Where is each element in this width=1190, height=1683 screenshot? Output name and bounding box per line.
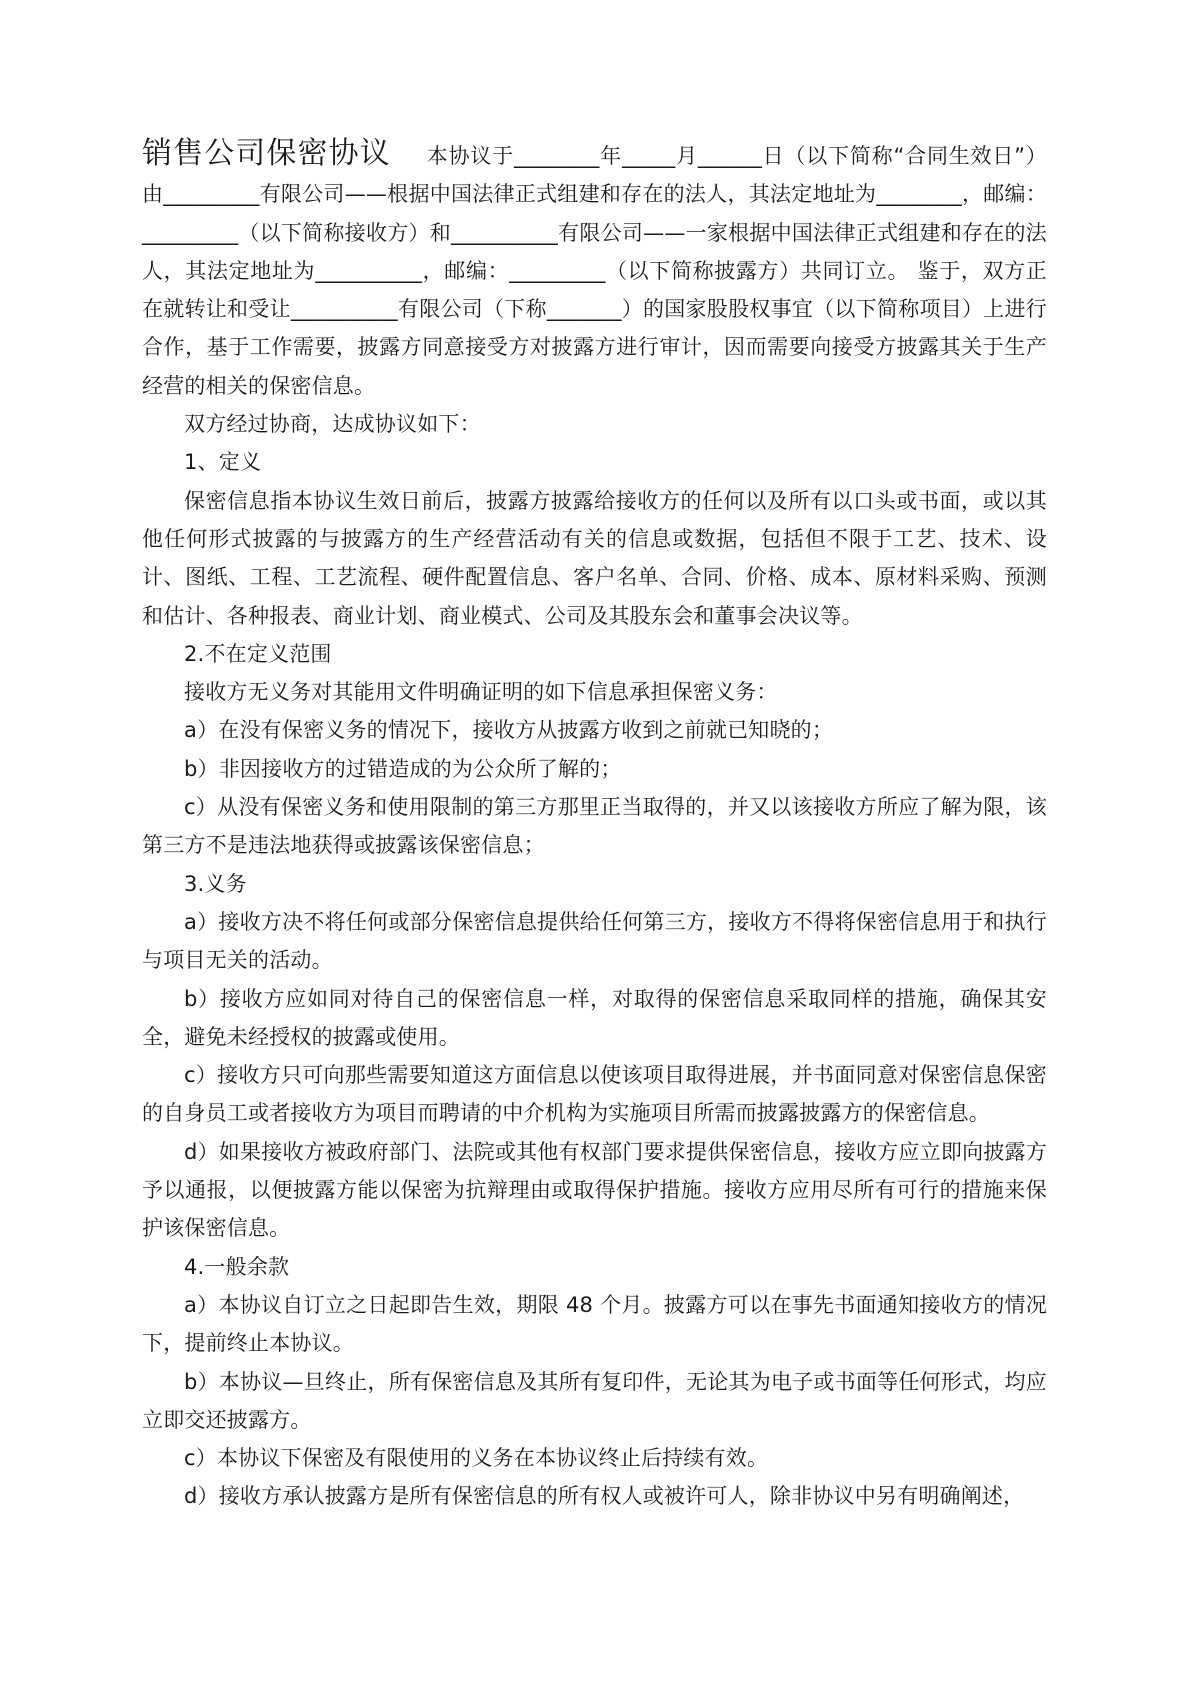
section-paragraph: a）在没有保密义务的情况下，接收方从披露方收到之前就已知晓的；	[184, 718, 834, 743]
section-heading: 3.义务	[184, 871, 247, 896]
section-paragraph: 保密信息指本协议生效日前后，披露方披露给接收方的任何以及所有以口头或书面，或以其他任何形式披露的与披露方的生产经营活动有关的信息或数据，包括但不限于工艺、技术、设计、图纸、工程、工艺流程、硬件配置信息、客户名单、合同、价格、成本、原材料采购、预测和估计、各种报表、商业计划、商业模式、公司及其股东会和董事会决议等。	[142, 488, 1047, 628]
section-paragraph: b）本协议—旦终止，所有保密信息及其所有复印件，无论其为电子或书面等任何形式，均应立即交还披露方。	[142, 1369, 1047, 1432]
section-paragraph: a）接收方决不将任何或部分保密信息提供给任何第三方，接收方不得将保密信息用于和执行与项目无关的活动。	[142, 909, 1047, 973]
section-paragraph: b）非因接收方的过错造成的为公众所了解的；	[184, 756, 622, 781]
section-heading: 1、定义	[184, 450, 262, 475]
opening-paragraph	[142, 135, 1047, 405]
section-paragraph: 接收方无义务对其能用文件明确证明的如下信息承担保密义务：	[184, 680, 778, 705]
section-heading: 4.一般余款	[184, 1254, 290, 1279]
document-title: 销售公司保密协议	[142, 136, 391, 171]
section-paragraph: c）本协议下保密及有限使用的义务在本协议终止后持续有效。	[184, 1446, 769, 1471]
section-paragraph: c）从没有保密义务和使用限制的第三方那里正当取得的，并又以该接收方所应了解为限，该第三方不是违法地获得或披露该保密信息；	[142, 795, 1047, 858]
whereas-text: 鉴于，双方正在就转让和受让__________有限公司（下称_______）的国家股股权事宜（以下简称项目）上进行合作，基于工作需要，披露方同意接受方对披露方进行审计，因而需要向接受方披露其关于生产经营的相关的保密信息。	[142, 258, 1048, 398]
section-paragraph: d）接收方承认披露方是所有保密信息的所有权人或被许可人，除非协议中另有明确阐述，	[184, 1484, 1025, 1509]
agreement-intro: 双方经过协商，达成协议如下：	[184, 412, 481, 437]
section-paragraph: b）接收方应如同对待自己的保密信息一样，对取得的保密信息采取同样的措施，确保其安全，避免未经授权的披露或使用。	[142, 986, 1047, 1049]
section-paragraph: c）接收方只可向那些需要知道这方面信息以使该项目取得进展，并书面同意对保密信息保密的自身员工或者接收方为项目而聘请的中介机构为实施项目所需而披露披露方的保密信息。	[142, 1063, 1047, 1126]
section-paragraph: d）如果接收方被政府部门、法院或其他有权部门要求提供保密信息，接收方应立即向披露方予以通报，以便披露方能以保密为抗辩理由或取得保护措施。接收方应用尽所有可行的措施来保护该保密信息。	[142, 1139, 1047, 1241]
section-heading: 2.不在定义范围	[184, 641, 332, 666]
section-paragraph: a）本协议自订立之日起即告生效，期限 48 个月。披露方可以在事先书面通知接收方的情况下，提前终止本协议。	[142, 1292, 1047, 1356]
intro-text: 本协议于________年_____月______日（以下简称“合同生效日”）由_________有限公司——根据中国法律正式组建和存在的法人，其法定地址为________，邮编：_________（以下简称接收方）和__________有限公司——一家根据中国法律正式组建和存在的法人，其法定地址为__________，邮编：_________（以下简称披露方）共同订立。	[142, 144, 1048, 283]
document-body	[142, 135, 1047, 1516]
